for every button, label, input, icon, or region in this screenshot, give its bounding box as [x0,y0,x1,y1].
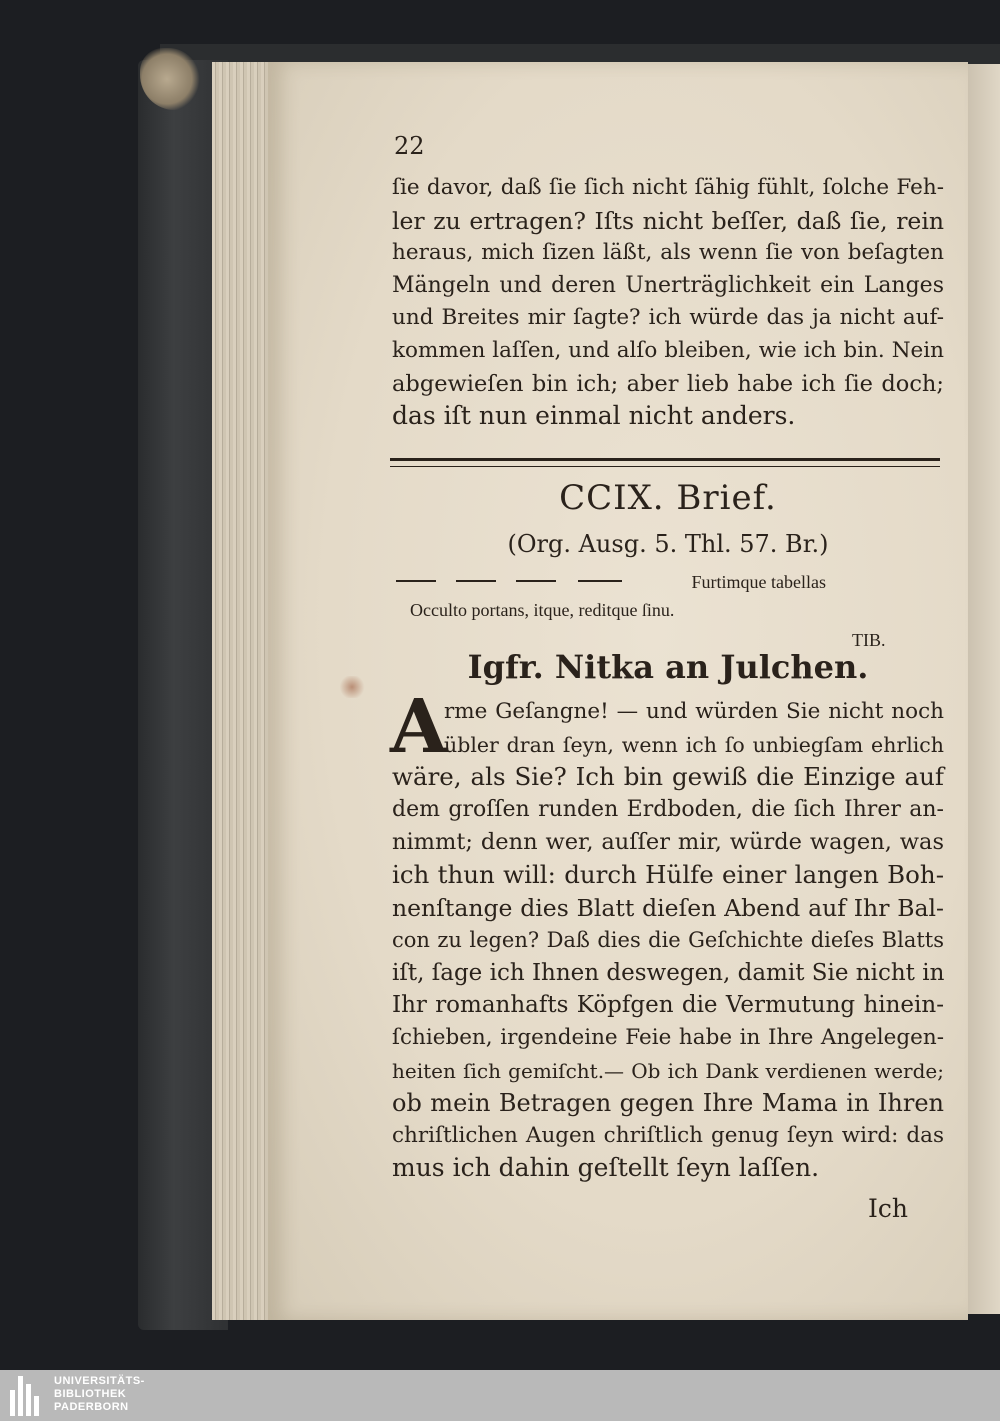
ink-stain [338,676,366,698]
text-line: Ihr romanhafts Köpfgen die Vermutung hinein- [392,992,944,1019]
text-line: ſchieben, irgendeine Feie habe in Ihre Angelegen- [392,1024,944,1050]
drop-cap: A [390,684,448,770]
section-rule [390,458,940,467]
text-line: und Breites mir ſagte? ich würde das ja nicht auf- [392,305,944,331]
text-line: Mängeln und deren Unerträglichkeit ein Langes [392,272,944,298]
epigraph-line-2: Occulto portans, itque, reditque ſinu. [410,600,675,620]
library-name-line-3: PADERBORN [54,1401,129,1413]
text-line: abgewieſen bin ich; aber lieb habe ich ſie doch; [392,370,944,397]
text-line: ſie davor, daß ſie ſich nicht ſähig fühlt, ſolche Feh- [392,175,944,200]
facing-page-edge [964,64,1000,1314]
text-line: heiten ſich gemiſcht.— Ob ich Dank verdienen werde; [392,1058,944,1083]
library-logo-text [54,1375,145,1414]
text-line: ich thun will: durch Hülfe einer langen Boh- [392,859,944,889]
paragraph-2 [392,696,944,1185]
catchword: Ich [868,1194,908,1223]
epigraph-line-1: Furtimque tabellas [691,572,826,592]
text-line: das iſt nun einmal nicht anders. [392,401,796,431]
text-line: iſt, ſage ich Ihnen deswegen, damit Sie nicht in [392,959,945,986]
text-line: nenſtange dies Blatt dieſen Abend auf Ihr Bal- [392,893,944,922]
letter-heading: Igfr. Nitka an Julchen. [467,648,869,686]
text-line: nimmt; denn wer, auſſer mir, würde wagen, was [392,829,944,856]
text-line: mus ich dahin geſtellt ſeyn laſſen. [392,1153,820,1183]
paragraph-1 [392,172,944,433]
library-name-line-2: BIBLIOTHEK [54,1388,127,1400]
text-line: rme Geſangne! — und würden Sie nicht noch [444,699,944,724]
page-edges [212,62,272,1320]
epigraph-author: TIB. [852,630,886,650]
letter-source: (Org. Ausg. 5. Thl. 57. Br.) [507,530,829,558]
text-line: kommen laſſen, und alſo bleiben, wie ich bin. Nein [392,337,944,363]
text-line: ob mein Betragen gegen Ihre Mama in Ihren [392,1089,944,1118]
page-number: 22 [394,132,425,160]
text-line: dem groſſen runden Erdboden, die ſich Ihrer an- [392,796,944,822]
library-name-line-1: UNIVERSITÄTS- [54,1375,145,1387]
text-line: chriſtlichen Augen chriſtlich genug ſeyn wird: das [392,1122,944,1148]
text-line: con zu legen? Daß dies die Geſchichte dieſes Blatts [392,928,944,953]
library-footer-bar [0,1370,1000,1421]
text-line: übler dran ſeyn, wenn ich ſo unbiegſam ehrlich [444,732,944,757]
library-logo-icon [10,1376,44,1416]
text-line: ler zu ertragen? Iſts nicht beſſer, daß ſie, rein [392,206,944,235]
text-line: heraus, mich ſizen läßt, als wenn ſie von beſagten [392,240,944,266]
letter-title: CCIX. Brief. [559,478,777,518]
text-line: wäre, als Sie? Ich bin gewiß die Einzige auf [392,762,944,792]
